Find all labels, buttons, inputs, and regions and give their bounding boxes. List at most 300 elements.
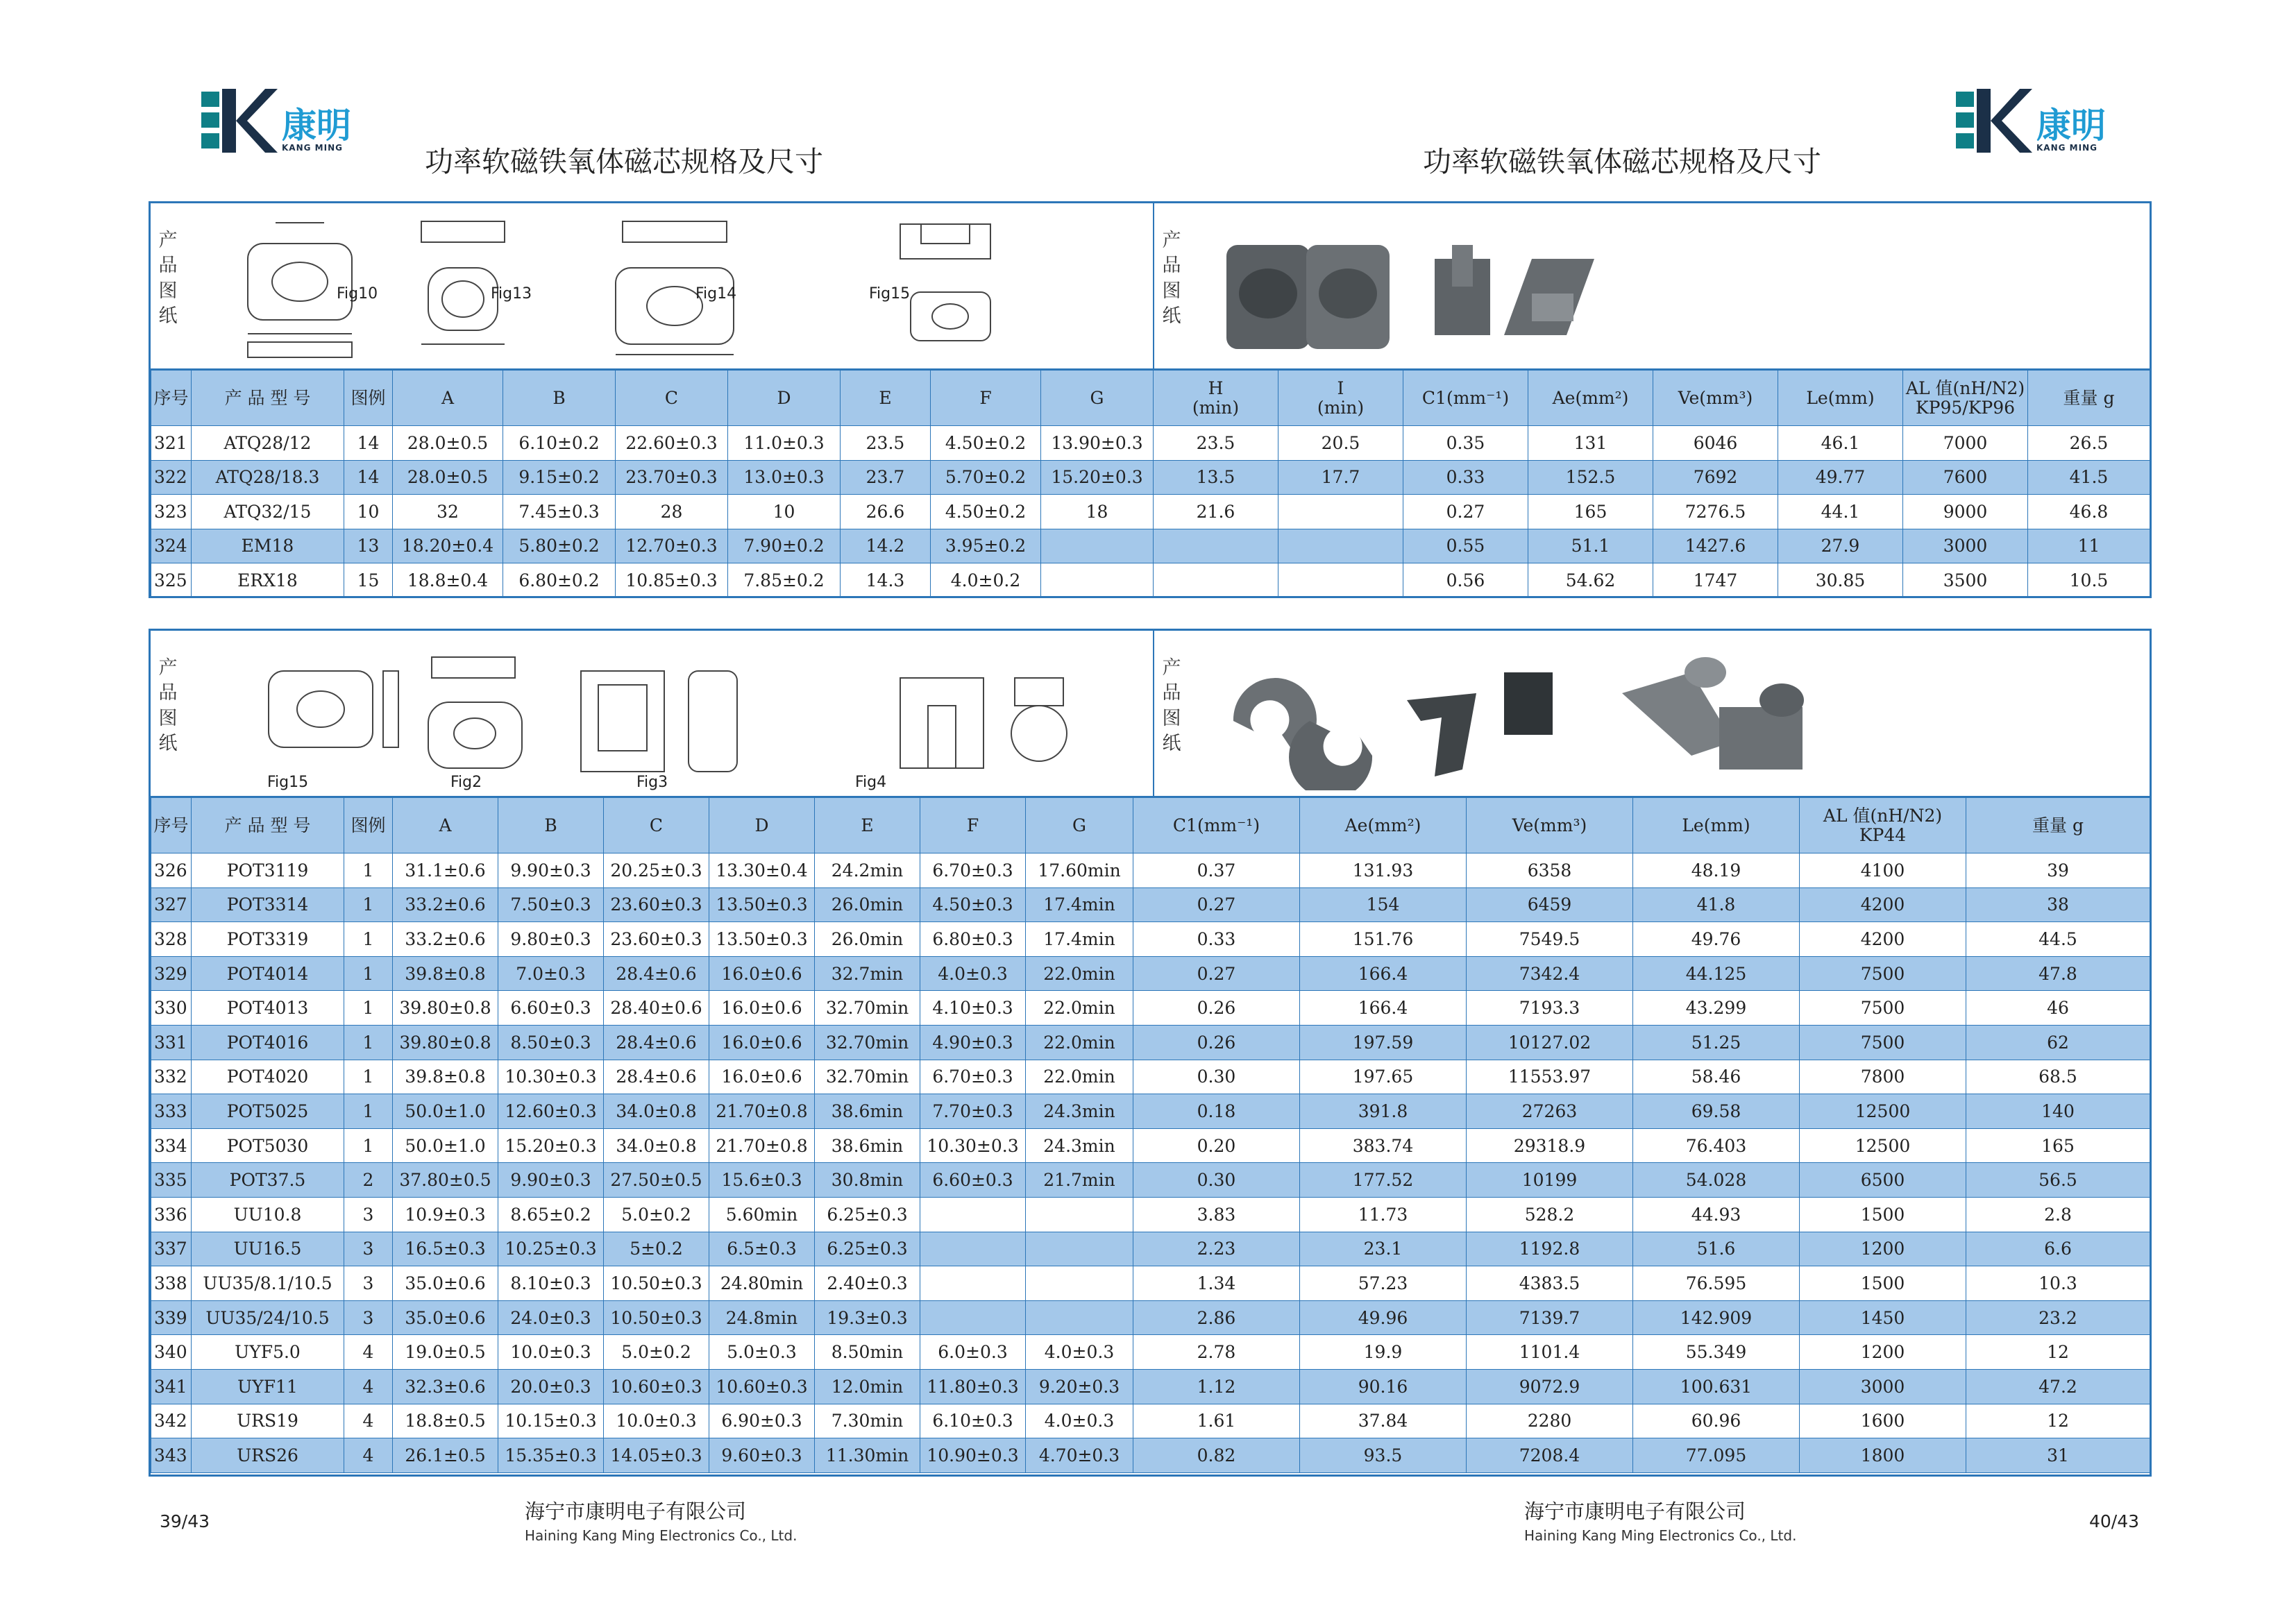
col-header: 序号 (151, 798, 192, 853)
table-cell: 327 (151, 887, 192, 922)
table-cell: 14.05±0.3 (604, 1438, 709, 1473)
table-cell: 7600 (1903, 460, 2028, 495)
table-cell: 4.50±0.3 (920, 887, 1026, 922)
table-cell (920, 1197, 1026, 1232)
table-cell: 1500 (1800, 1266, 1966, 1301)
table-row (151, 529, 2150, 563)
table-cell: 15.20±0.3 (1041, 460, 1154, 495)
table-cell: 0.33 (1133, 922, 1300, 957)
table-cell: 7.0±0.3 (498, 956, 604, 991)
table-cell: 16.0±0.6 (709, 1060, 815, 1094)
table-cell: 32.70min (815, 991, 920, 1026)
table-cell: EM18 (192, 529, 344, 563)
table-cell: 6.80±0.2 (503, 563, 616, 598)
table-cell: UU16.5 (192, 1232, 344, 1266)
col-header: F (920, 798, 1026, 853)
table-cell: 323 (151, 495, 192, 529)
table-cell: POT3319 (192, 922, 344, 957)
table-cell: 3000 (1800, 1369, 1966, 1404)
table-row (151, 1369, 2150, 1404)
fig-label: Fig15 (267, 774, 309, 791)
table-cell: 2 (344, 1163, 393, 1198)
table-cell: 3 (344, 1300, 393, 1335)
table-row (151, 1094, 2150, 1129)
table-cell: 10.90±0.3 (920, 1438, 1026, 1473)
table-cell: URS26 (192, 1438, 344, 1473)
table-cell: 4.50±0.2 (931, 495, 1041, 529)
table-cell: 5±0.2 (604, 1232, 709, 1266)
table-cell: 8.65±0.2 (498, 1197, 604, 1232)
table-cell: 1 (344, 922, 393, 957)
table-cell: 51.6 (1633, 1232, 1800, 1266)
table-cell: 4 (344, 1404, 393, 1438)
table-cell: 55.349 (1633, 1335, 1800, 1370)
table-cell: 39.80±0.8 (393, 991, 498, 1026)
table-cell: 24.3min (1026, 1094, 1133, 1129)
col-header: AL 值(nH/N2) KP95/KP96 (1903, 371, 2028, 426)
table-cell: 16.0±0.6 (709, 991, 815, 1026)
table-cell: 1 (344, 1094, 393, 1129)
table-cell: 30.85 (1778, 563, 1903, 598)
table-cell: 7000 (1903, 426, 2028, 461)
table-cell: 10.30±0.3 (920, 1128, 1026, 1163)
table-cell: 27263 (1467, 1094, 1633, 1129)
fig-label: Fig2 (450, 774, 482, 791)
table-cell: 7692 (1653, 460, 1778, 495)
table-cell: 177.52 (1300, 1163, 1467, 1198)
table-cell: 68.5 (1966, 1060, 2150, 1094)
brand-name-cn: 康明 (2036, 105, 2106, 146)
table-cell: 4.0±0.3 (1026, 1404, 1133, 1438)
table-cell: 339 (151, 1300, 192, 1335)
table-cell: 28.40±0.6 (604, 991, 709, 1026)
spec-table-1 (151, 370, 2150, 598)
table-cell: 46.1 (1778, 426, 1903, 461)
table-row (151, 991, 2150, 1026)
table-cell: 0.27 (1133, 956, 1300, 991)
table-cell: 1 (344, 887, 393, 922)
table-cell: 28.0±0.5 (393, 426, 503, 461)
table-row (151, 1060, 2150, 1094)
table-cell: 49.76 (1633, 922, 1800, 957)
table-cell: 39.80±0.8 (393, 1025, 498, 1060)
table-cell: 6.70±0.3 (920, 853, 1026, 888)
table-cell: 151.76 (1300, 922, 1467, 957)
table-cell: 0.35 (1403, 426, 1528, 461)
fig-label: Fig3 (636, 774, 668, 791)
table-cell: 28.4±0.6 (604, 956, 709, 991)
product-photo-2 (1206, 645, 1900, 790)
table-cell: 7800 (1800, 1060, 1966, 1094)
table-cell: 9.20±0.3 (1026, 1369, 1133, 1404)
col-header: Ae(mm²) (1528, 371, 1653, 426)
table-cell: 6.70±0.3 (920, 1060, 1026, 1094)
col-header: 重量 g (1966, 798, 2150, 853)
table-row (151, 495, 2150, 529)
table-cell: 7.30min (815, 1404, 920, 1438)
table-cell (1026, 1300, 1133, 1335)
table-cell: 4 (344, 1369, 393, 1404)
table-cell: 165 (1528, 495, 1653, 529)
table-cell: 326 (151, 853, 192, 888)
table-cell: 43.299 (1633, 991, 1800, 1026)
table-cell: 58.46 (1633, 1060, 1800, 1094)
table-row (151, 956, 2150, 991)
table-cell: 7500 (1800, 991, 1966, 1026)
table-cell: 329 (151, 956, 192, 991)
table-cell: 16.5±0.3 (393, 1232, 498, 1266)
table-cell (920, 1266, 1026, 1301)
col-header: G (1026, 798, 1133, 853)
table-cell: 19.9 (1300, 1335, 1467, 1370)
table-cell: 336 (151, 1197, 192, 1232)
table-cell: 32.3±0.6 (393, 1369, 498, 1404)
product-photo-1 (1206, 217, 1650, 363)
table-cell: 1600 (1800, 1404, 1966, 1438)
table-cell: 21.70±0.8 (709, 1128, 815, 1163)
table-cell: 23.5 (1154, 426, 1278, 461)
table-cell: 76.403 (1633, 1128, 1800, 1163)
table-cell: 1 (344, 991, 393, 1026)
table-cell: 26.6 (841, 495, 931, 529)
col-header: G (1041, 371, 1154, 426)
table-cell: 9.15±0.2 (503, 460, 616, 495)
table-cell: 17.4min (1026, 922, 1133, 957)
drawing-row-2 (151, 631, 2150, 797)
table-cell: 152.5 (1528, 460, 1653, 495)
table-cell: 340 (151, 1335, 192, 1370)
table-row (151, 1266, 2150, 1301)
table-cell (1026, 1266, 1133, 1301)
col-header: B (498, 798, 604, 853)
table-cell: 3 (344, 1266, 393, 1301)
table-cell: 0.30 (1133, 1163, 1300, 1198)
table-cell: 0.56 (1403, 563, 1528, 598)
table-cell: 24.2min (815, 853, 920, 888)
table-cell: 9072.9 (1467, 1369, 1633, 1404)
table-cell: 49.96 (1300, 1300, 1467, 1335)
table-cell: 6046 (1653, 426, 1778, 461)
table-row (151, 563, 2150, 598)
table-cell: 20.25±0.3 (604, 853, 709, 888)
table-cell: ERX18 (192, 563, 344, 598)
table-cell: 12 (1966, 1335, 2150, 1370)
page-title-right: 功率软磁铁氧体磁芯规格及尺寸 (1423, 145, 1821, 178)
table-cell: 0.27 (1403, 495, 1528, 529)
table-cell: 10.3 (1966, 1266, 2150, 1301)
table-cell: 131 (1528, 426, 1653, 461)
table-cell: ATQ28/18.3 (192, 460, 344, 495)
table-cell: 1200 (1800, 1335, 1966, 1370)
col-header: AL 值(nH/N2) KP44 (1800, 798, 1966, 853)
table-cell: POT3119 (192, 853, 344, 888)
table-cell: 16.0±0.6 (709, 956, 815, 991)
table-cell: 14 (344, 460, 393, 495)
table-cell: POT37.5 (192, 1163, 344, 1198)
table-cell: 342 (151, 1404, 192, 1438)
table-cell: 10.15±0.3 (498, 1404, 604, 1438)
table-cell: 22.60±0.3 (616, 426, 728, 461)
col-header: A (393, 371, 503, 426)
table-cell: 6.80±0.3 (920, 922, 1026, 957)
table-cell: 49.77 (1778, 460, 1903, 495)
table-row (151, 1128, 2150, 1163)
table-cell: 18.8±0.5 (393, 1404, 498, 1438)
company-name-en: Haining Kang Ming Electronics Co., Ltd. (525, 1527, 797, 1544)
table-cell: UYF11 (192, 1369, 344, 1404)
table-cell: 6.90±0.3 (709, 1404, 815, 1438)
table-cell: 57.23 (1300, 1266, 1467, 1301)
table-cell: 391.8 (1300, 1094, 1467, 1129)
table-cell (1026, 1232, 1133, 1266)
table-cell: 35.0±0.6 (393, 1266, 498, 1301)
table-cell: 9.80±0.3 (498, 922, 604, 957)
table-cell: 24.8min (709, 1300, 815, 1335)
drawing-label-left: 产 品 图 纸 (158, 657, 178, 755)
drawing-label-right: 产 品 图 纸 (1162, 230, 1181, 328)
fig-label: Fig14 (695, 285, 737, 303)
table-cell: 46.8 (2028, 495, 2150, 529)
table-cell: 12.70±0.3 (616, 529, 728, 563)
table-cell: 19.3±0.3 (815, 1300, 920, 1335)
table-cell: 32 (393, 495, 503, 529)
table-cell: 28 (616, 495, 728, 529)
table-cell: 166.4 (1300, 956, 1467, 991)
table-cell: 16.0±0.6 (709, 1025, 815, 1060)
table-cell: 15.35±0.3 (498, 1438, 604, 1473)
table-cell: 10127.02 (1467, 1025, 1633, 1060)
table-cell: 23.60±0.3 (604, 922, 709, 957)
table-cell: 4 (344, 1438, 393, 1473)
table-cell: POT3314 (192, 887, 344, 922)
spec-table-2-body (151, 853, 2150, 1473)
table-cell: 27.50±0.5 (604, 1163, 709, 1198)
table-cell: 4.0±0.2 (931, 563, 1041, 598)
col-header: 产 品 型 号 (192, 798, 344, 853)
brand-logo-right (1956, 89, 2106, 153)
table-cell: 4200 (1800, 922, 1966, 957)
table-cell: 333 (151, 1094, 192, 1129)
table-cell: 22.0min (1026, 956, 1133, 991)
table-cell: 23.5 (841, 426, 931, 461)
table-cell: 321 (151, 426, 192, 461)
table-cell: 6.25±0.3 (815, 1232, 920, 1266)
table-cell: 22.0min (1026, 1025, 1133, 1060)
table-cell: 6.60±0.3 (498, 991, 604, 1026)
table-cell: 34.0±0.8 (604, 1128, 709, 1163)
table-cell: 334 (151, 1128, 192, 1163)
table-cell: URS19 (192, 1404, 344, 1438)
table-cell: UU35/8.1/10.5 (192, 1266, 344, 1301)
table-cell: 7549.5 (1467, 922, 1633, 957)
table-cell: 341 (151, 1369, 192, 1404)
table-cell: 46 (1966, 991, 2150, 1026)
table-cell: 1 (344, 1060, 393, 1094)
table-cell: 10.50±0.3 (604, 1266, 709, 1301)
table-cell: 3 (344, 1197, 393, 1232)
technical-drawing-figures-2 (192, 636, 1178, 790)
table-cell: 12.60±0.3 (498, 1094, 604, 1129)
table-cell: 26.5 (2028, 426, 2150, 461)
table-cell: 48.19 (1633, 853, 1800, 888)
table-cell (1278, 495, 1403, 529)
table-cell: 13.30±0.4 (709, 853, 815, 888)
table-cell: 44.93 (1633, 1197, 1800, 1232)
col-header: B (503, 371, 616, 426)
company-name-cn: 海宁市康明电子有限公司 (1524, 1499, 1746, 1523)
table-cell: UU35/24/10.5 (192, 1300, 344, 1335)
table-cell: 2.40±0.3 (815, 1266, 920, 1301)
fig-label: Fig13 (491, 285, 532, 303)
table-cell: 22.0min (1026, 991, 1133, 1026)
table-cell: 10 (728, 495, 841, 529)
table-cell: 60.96 (1633, 1404, 1800, 1438)
table-cell: 11.0±0.3 (728, 426, 841, 461)
table-cell: 4 (344, 1335, 393, 1370)
table-cell: 14.3 (841, 563, 931, 598)
table-cell: 4.70±0.3 (1026, 1438, 1133, 1473)
table-cell: 24.0±0.3 (498, 1300, 604, 1335)
table-cell: 12 (1966, 1404, 2150, 1438)
table-cell: 10.60±0.3 (604, 1369, 709, 1404)
col-header: 图例 (344, 371, 393, 426)
col-header: A (393, 798, 498, 853)
table-cell: 140 (1966, 1094, 2150, 1129)
table-cell: 21.70±0.8 (709, 1094, 815, 1129)
fig-label: Fig10 (337, 285, 378, 303)
col-header: Ae(mm²) (1300, 798, 1467, 853)
table-cell: 4383.5 (1467, 1266, 1633, 1301)
col-header: D (728, 371, 841, 426)
table-cell: 0.18 (1133, 1094, 1300, 1129)
table-cell: 15.20±0.3 (498, 1128, 604, 1163)
col-header: I (min) (1278, 371, 1403, 426)
table-cell: 32.70min (815, 1060, 920, 1094)
table-cell: 10.85±0.3 (616, 563, 728, 598)
table-cell: 7193.3 (1467, 991, 1633, 1026)
table-cell: 11.30min (815, 1438, 920, 1473)
table-cell: 14 (344, 426, 393, 461)
table-header-row (151, 371, 2150, 426)
table-cell: 24.80min (709, 1266, 815, 1301)
table-cell: 6.10±0.3 (920, 1404, 1026, 1438)
table-cell: 4.0±0.3 (920, 956, 1026, 991)
table-cell: 1200 (1800, 1232, 1966, 1266)
table-cell: 39.8±0.8 (393, 956, 498, 991)
col-header: Ve(mm³) (1467, 798, 1633, 853)
table-cell: 11.80±0.3 (920, 1369, 1026, 1404)
table-cell: ATQ32/15 (192, 495, 344, 529)
table-cell: 7.45±0.3 (503, 495, 616, 529)
table-cell: 13.5 (1154, 460, 1278, 495)
table-cell: 5.70±0.2 (931, 460, 1041, 495)
table-row (151, 460, 2150, 495)
col-header: C1(mm⁻¹) (1133, 798, 1300, 853)
table-row (151, 1438, 2150, 1473)
table-cell: 10.0±0.3 (498, 1335, 604, 1370)
table-cell: 90.16 (1300, 1369, 1467, 1404)
table-cell: 15.6±0.3 (709, 1163, 815, 1198)
table-cell (1278, 529, 1403, 563)
company-name-en: Haining Kang Ming Electronics Co., Ltd. (1524, 1527, 1797, 1544)
table-cell: 11 (2028, 529, 2150, 563)
table-cell: 331 (151, 1025, 192, 1060)
table-cell: 50.0±1.0 (393, 1128, 498, 1163)
table-cell: 13.50±0.3 (709, 887, 815, 922)
table-cell: 28.4±0.6 (604, 1025, 709, 1060)
table-cell: 7.85±0.2 (728, 563, 841, 598)
table-cell: 335 (151, 1163, 192, 1198)
table-cell: 332 (151, 1060, 192, 1094)
col-header: 重量 g (2028, 371, 2150, 426)
table-row (151, 1025, 2150, 1060)
brand-name-en: KANG MING (282, 143, 343, 153)
table-row (151, 426, 2150, 461)
table-cell: 10.0±0.3 (604, 1404, 709, 1438)
table-cell: 26.0min (815, 887, 920, 922)
table-cell: 44.125 (1633, 956, 1800, 991)
table-cell: 1 (344, 853, 393, 888)
table-cell: 9.90±0.3 (498, 1163, 604, 1198)
table-cell: 7500 (1800, 956, 1966, 991)
table-cell (1278, 563, 1403, 598)
table-cell: 23.60±0.3 (604, 887, 709, 922)
table-cell: 1 (344, 956, 393, 991)
table-cell: 51.25 (1633, 1025, 1800, 1060)
table-cell: 1427.6 (1653, 529, 1778, 563)
col-header: 序号 (151, 371, 192, 426)
table-cell: 44.5 (1966, 922, 2150, 957)
table-cell: 22.0min (1026, 1060, 1133, 1094)
table-cell: 29318.9 (1467, 1128, 1633, 1163)
table-cell: 32.7min (815, 956, 920, 991)
table-cell: 197.65 (1300, 1060, 1467, 1094)
table-cell: 10.50±0.3 (604, 1300, 709, 1335)
table-cell: 31 (1966, 1438, 2150, 1473)
table-cell: 10.5 (2028, 563, 2150, 598)
col-header: 产 品 型 号 (192, 371, 344, 426)
table-cell: 131.93 (1300, 853, 1467, 888)
table-cell: 165 (1966, 1128, 2150, 1163)
table-cell: 0.37 (1133, 853, 1300, 888)
table-cell: 7342.4 (1467, 956, 1633, 991)
table-cell: 69.58 (1633, 1094, 1800, 1129)
table-cell: 41.5 (2028, 460, 2150, 495)
table-cell: 338 (151, 1266, 192, 1301)
table-cell: 2.86 (1133, 1300, 1300, 1335)
table-cell: 20.0±0.3 (498, 1369, 604, 1404)
spec-panel-1 (149, 201, 2152, 598)
table-cell: 12500 (1800, 1094, 1966, 1129)
table-cell: POT5030 (192, 1128, 344, 1163)
page-number-left: 39/43 (160, 1511, 210, 1531)
col-header: D (709, 798, 815, 853)
table-cell: 11.73 (1300, 1197, 1467, 1232)
fig-label: Fig15 (869, 285, 911, 303)
table-cell: 23.70±0.3 (616, 460, 728, 495)
table-cell: 51.1 (1528, 529, 1653, 563)
col-header: F (931, 371, 1041, 426)
table-cell: 15 (344, 563, 393, 598)
brand-logo-icon (1956, 89, 2032, 153)
table-cell: 3.83 (1133, 1197, 1300, 1232)
table-cell: 20.5 (1278, 426, 1403, 461)
table-cell: 3.95±0.2 (931, 529, 1041, 563)
table-cell: 18 (1041, 495, 1154, 529)
table-cell: 76.595 (1633, 1266, 1800, 1301)
table-cell: 6.60±0.3 (920, 1163, 1026, 1198)
table-cell: 322 (151, 460, 192, 495)
